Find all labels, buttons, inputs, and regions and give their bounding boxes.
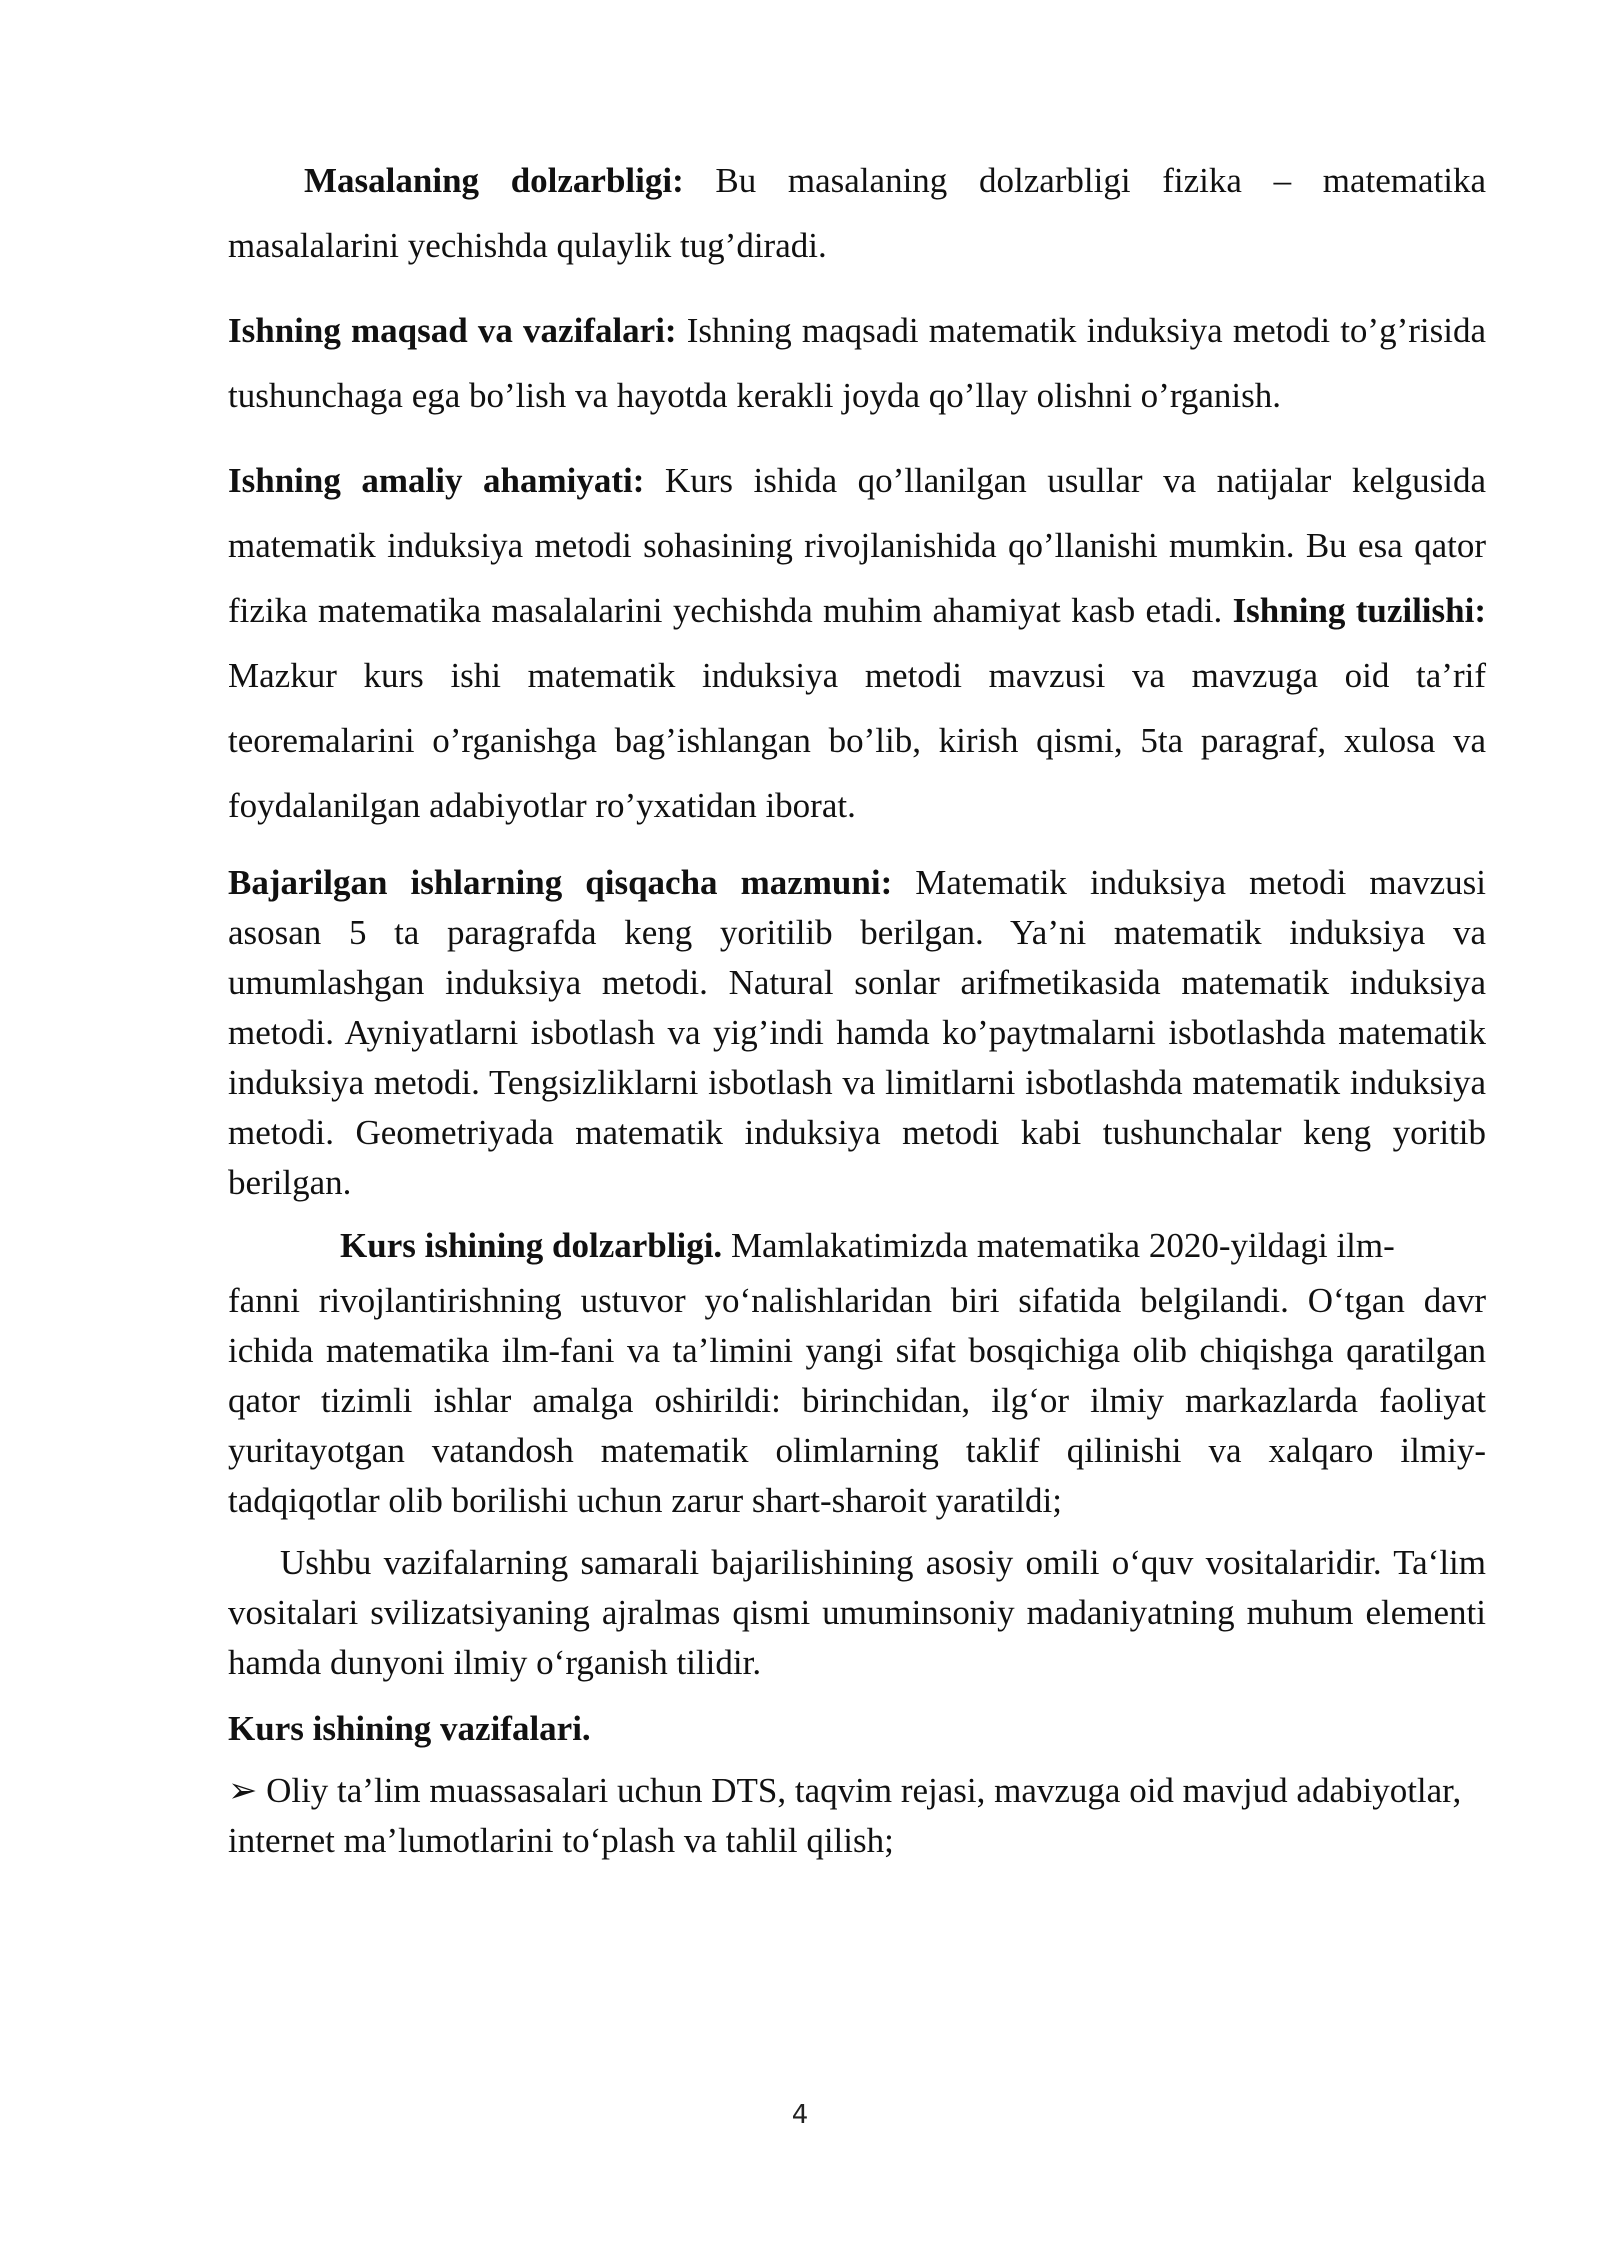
paragraph-kurs-dolzarblik-first-line — [228, 1216, 1486, 1276]
paragraph-dolzarblik — [228, 148, 1486, 278]
paragraph-vazifalar-heading — [228, 1704, 1486, 1754]
heading-kurs-dolzarblik: Kurs ishining dolzarbligi. — [340, 1226, 723, 1265]
paragraph-maqsad — [228, 298, 1486, 428]
text-tuzilishi: Mazkur kurs ishi matematik induksiya metodi mavzusi va mavzuga oid ta’rif teoremalarini o’rganishga bag’ishlangan bo’lib, kirish qismi, 5ta paragraf, xulosa va foydalanilgan adabiyotlar ro’yxatidan iborat. — [228, 656, 1486, 825]
text-mazmun: Matematik induksiya metodi mavzusi asosan 5 ta paragrafda keng yoritilib berilgan. Ya’ni matematik induksiya va umumlashgan induksiya metodi. Natural sonlar arifmetikasida matematik induksiya metodi. Ayniyatlarni isbotlash va yig’indi hamda ko’paytmalarni isbotlashda matematik induksiya metodi. Tengsizliklarni isbotlash va limitlarni isbotlashda matematik induksiya metodi. Geometriyada matematik induksiya metodi kabi tushunchalar keng yoritib berilgan. — [228, 863, 1486, 1202]
text-amaliy: Kurs ishida qo’llanilgan usullar va natijalar kelgusida matematik induksiya metodi sohasining rivojlanishida qo’llanishi mumkin. Bu esa qator fizika matematika masalalarini yechishda muhim ahamiyat kasb etadi. — [228, 461, 1486, 630]
paragraph-ushbu — [228, 1538, 1486, 1688]
page-body — [228, 148, 1486, 1866]
heading-dolzarblik: Masalaning dolzarbligi: — [304, 161, 684, 200]
text-ushbu: Ushbu vazifalarning samarali bajarilishining asosiy omili oʻquv vositalaridir. Taʻlim vositalari svilizatsiyaning ajralmas qismi umuminsoniy madaniyatning muhum elementi hamda dunyoni ilmiy oʻrganish tilidir. — [228, 1543, 1486, 1682]
text-kurs-dolzarblik-first: Mamlakatimizda matematika 2020-yildagi ilm- — [722, 1226, 1395, 1265]
heading-vazifalar: Kurs ishining vazifalari. — [228, 1709, 591, 1748]
text-maqsad: Ishning maqsadi matematik induksiya metodi to’g’risida tushunchaga ega bo’lish va hayotda kerakli joyda qo’llay olishni o’rganish. — [228, 311, 1486, 415]
list-item-text: Oliy ta’lim muassasalari uchun DTS, taqvim rejasi, mavzuga oid mavjud adabiyotlar, internet ma’lumotlarini toʻplash va tahlil qilish; — [228, 1771, 1462, 1860]
paragraph-amaliy — [228, 448, 1486, 838]
heading-amaliy: Ishning amaliy ahamiyati: — [228, 461, 645, 500]
arrow-bullet-icon: ➢ — [228, 1771, 258, 1810]
text-dolzarblik: Bu masalaning dolzarbligi fizika – matematika masalalarini yechishda qulaylik tug’diradi. — [228, 161, 1486, 265]
heading-mazmun: Bajarilgan ishlarning qisqacha mazmuni: — [228, 863, 893, 902]
text-kurs-dolzarblik-rest: fanni rivojlantirishning ustuvor yoʻnalishlaridan biri sifatida belgilandi. Oʻtgan davr ichida matematika ilm-fani va taʼlimini yangi sifat bosqichiga olib chiqishga qaratilgan qator tizimli ishlar amalga oshirildi: birinchidan, ilgʻor ilmiy markazlarda faoliyat yuritayotgan vatandosh matematik olimlarning taklif qilinishi va xalqaro ilmiy-tadqiqotlar olib borilishi uchun zarur shart-sharoit yaratildi; — [228, 1281, 1486, 1520]
paragraph-mazmun — [228, 858, 1486, 1208]
heading-tuzilishi: Ishning tuzilishi: — [1232, 591, 1486, 630]
page-number: 4 — [791, 2100, 809, 2130]
paragraph-kurs-dolzarblik — [228, 1276, 1486, 1526]
list-item — [228, 1766, 1486, 1866]
heading-maqsad: Ishning maqsad va vazifalari: — [228, 311, 677, 350]
